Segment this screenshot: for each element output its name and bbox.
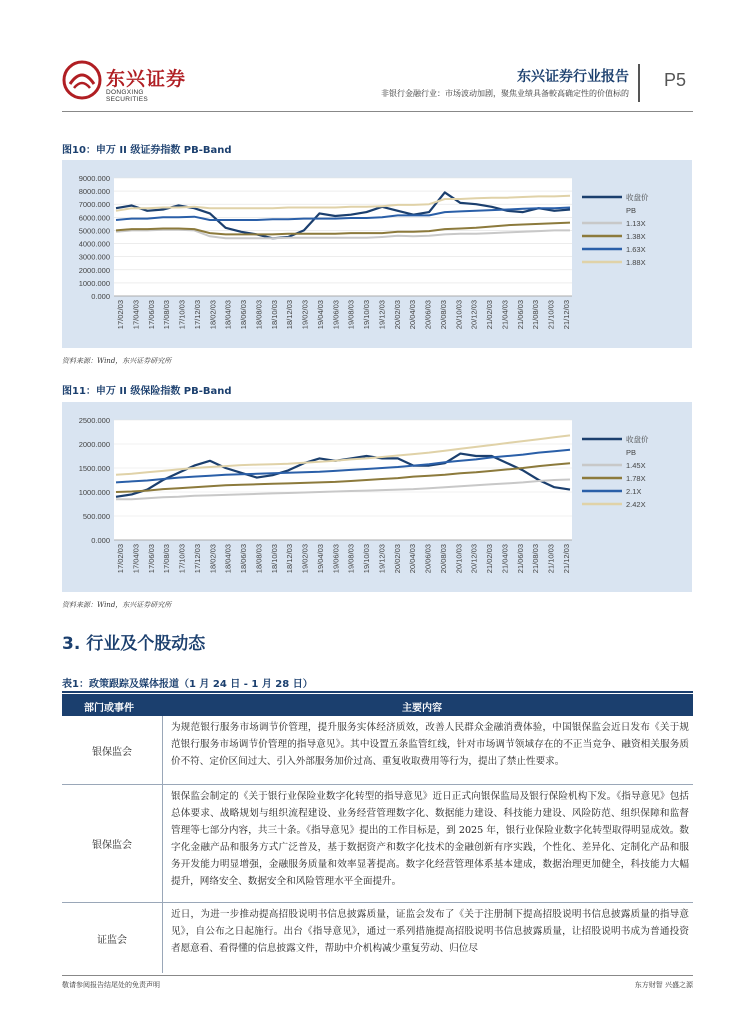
y-tick-label: 5000.000 (78, 226, 110, 236)
section-title: 3. 行业及个股动态 (62, 634, 206, 654)
x-tick-label: 18/04/03 (223, 300, 233, 330)
y-tick-label: 0.000 (91, 536, 110, 545)
report-subtitle: 非银行金融行业：市场波动加剧，聚焦业绩具备較高确定性的价值标的 (381, 89, 629, 98)
y-tick-label: 8000.000 (78, 187, 110, 197)
table-cell-content: 近日，为进一步推动提高招股说明书信息披露质量，证监会发布了《关于注册制下提高招股说明书信息披露质量的指导意见》，自公布之日起施行。出台《指导意见》，通过一系列措施提高招股说明书信息披露质量，让招股说明书成为普通投资者愿意看、看得懂的信息披露文件，帮助中介机构减少重复劳动、归位尽 (162, 903, 693, 973)
footer-rule (62, 975, 693, 976)
table-cell-content: 为规范银行服务市场调节价管理，提升服务实体经济质效，改善人民群众金融消费体验，中国银保监会近日发布《关于规范银行服务市场调节价管理的指导意见》。其中设置五条监管红线，针对市场调节领域存在的不正当竞争、融资相关服务质价不符、定价区间过大、引入外部服务加价过高、重复收取费用等行为，提出了禁止性要求。 (162, 716, 693, 784)
logo-mark-icon (62, 60, 102, 100)
x-tick-label: 21/12/03 (562, 544, 571, 574)
table-cell-content: 银保监会制定的《关于银行业保险业数字化转型的指导意见》近日正式向银保监局及银行保险机构下发。《指导意见》包括总体要求、战略规划与组织流程建设、业务经营管理数字化、数据能力建设、科技能力建设、风险防范、组织保障和监督管理等七部分内容，共三十条。《指导意见》提出的工作目标是，到 2025 年，银行业保险业数字化转型取得明显成效。数字化金融产品和服务方式广泛普及，基于数据资产和数字化技术的金融创新有序实践，个性化、差异化、定制化产品和服务开发能力明显增强，金融服务质量和效率显著提高。数字化经营管理体系基本建成，数据治理更加健全，科技能力大幅提升，网络安全、数据安全和风险管理水平全面提升。 (162, 785, 693, 902)
table-cell-dept: 银保监会 (92, 840, 132, 851)
legend-label: 1.13X (626, 219, 646, 228)
x-tick-label: 17/06/03 (146, 300, 156, 330)
x-tick-label: 19/02/03 (300, 544, 310, 574)
y-tick-label: 2000.000 (78, 265, 110, 275)
x-tick-label: 18/04/03 (223, 544, 233, 574)
y-tick-label: 0.000 (91, 292, 110, 301)
x-tick-label: 20/02/03 (392, 300, 402, 330)
x-tick-label: 21/04/03 (500, 544, 510, 574)
figure10-chart (62, 160, 692, 348)
table-top-rule (62, 691, 693, 693)
plot-area (114, 420, 572, 540)
legend-label: 1.45X (626, 461, 646, 470)
y-tick-label: 6000.000 (78, 213, 110, 223)
x-tick-label: 20/10/03 (454, 544, 464, 574)
x-tick-label: 20/04/03 (408, 544, 418, 574)
x-tick-label: 21/06/03 (515, 300, 525, 330)
x-tick-label: 17/08/03 (162, 544, 172, 574)
x-tick-label: 18/12/03 (285, 544, 295, 574)
x-tick-label: 20/10/03 (454, 300, 464, 330)
x-tick-label: 18/12/03 (285, 300, 295, 330)
table-header-dept: 部门或事件 (84, 703, 134, 714)
y-tick-label: 9000.000 (78, 174, 110, 183)
y-tick-label: 500.000 (82, 512, 110, 521)
header-rule (62, 111, 693, 112)
page-number: P5 (664, 70, 687, 90)
figure11-chart (62, 402, 692, 592)
x-tick-label: 18/06/03 (239, 300, 249, 330)
figure10-svg (62, 160, 692, 348)
x-tick-label: 20/02/03 (392, 544, 402, 574)
x-tick-label: 17/10/03 (177, 544, 187, 574)
table-row (62, 716, 693, 785)
x-tick-label: 21/08/03 (531, 300, 541, 330)
legend-label: 1.88X (626, 258, 646, 267)
y-tick-label: 7000.000 (78, 200, 110, 210)
table-cell-dept: 证监会 (97, 934, 127, 946)
report-title: 东兴证券行业报告 (517, 69, 629, 85)
footer-disclaimer: 敬请参阅报告结尾处的免责声明 (62, 981, 160, 989)
x-tick-label: 21/10/03 (546, 300, 556, 330)
x-tick-label: 21/04/03 (500, 300, 510, 330)
x-tick-label: 21/02/03 (485, 300, 495, 330)
legend-label: 2.1X (626, 487, 642, 496)
legend-label: 1.38X (626, 232, 646, 241)
figure11-source: 资料来源：Wind，东兴证券研究所 (62, 601, 172, 609)
x-tick-label: 18/10/03 (269, 300, 279, 330)
legend-label: PB (626, 206, 637, 215)
x-tick-label: 19/08/03 (346, 544, 356, 574)
x-tick-label: 20/06/03 (423, 544, 433, 574)
x-tick-label: 19/12/03 (377, 300, 387, 330)
x-tick-label: 18/02/03 (208, 300, 218, 330)
x-tick-label: 19/10/03 (362, 544, 372, 574)
x-tick-label: 17/02/03 (116, 300, 125, 330)
y-tick-label: 2000.000 (78, 440, 110, 449)
x-tick-label: 21/08/03 (531, 544, 541, 574)
legend-label: 1.78X (626, 474, 646, 483)
legend-label: 收盘价 (626, 193, 649, 202)
x-tick-label: 18/08/03 (254, 544, 264, 574)
table-row (62, 903, 693, 973)
x-tick-label: 19/02/03 (300, 300, 310, 330)
logo-text-cn: 东兴证券 (106, 68, 187, 90)
table-title: 表1：政策跟踪及媒体报道（1 月 24 日 - 1 月 28 日） (62, 679, 313, 690)
legend-label: 收盘价 (626, 435, 649, 444)
logo-text-en: DONGXING SECURITIES (106, 89, 149, 103)
x-tick-label: 20/04/03 (408, 300, 418, 330)
y-tick-label: 3000.000 (78, 252, 110, 262)
x-tick-label: 19/10/03 (362, 300, 372, 330)
x-tick-label: 19/06/03 (331, 544, 341, 574)
figure10-title: 图10：申万 II 级证券指数 PB-Band (62, 145, 232, 156)
y-tick-label: 1000.000 (78, 488, 110, 497)
header-divider (638, 64, 640, 102)
x-tick-label: 20/12/03 (469, 300, 479, 330)
x-tick-label: 21/06/03 (515, 544, 525, 574)
legend-label: 2.42X (626, 500, 646, 509)
x-tick-label: 17/08/03 (162, 300, 172, 330)
y-tick-label: 4000.000 (78, 239, 110, 249)
x-tick-label: 20/08/03 (438, 544, 448, 574)
figure11-svg (62, 402, 692, 592)
table-header (62, 694, 693, 716)
x-tick-label: 18/08/03 (254, 300, 264, 330)
x-tick-label: 19/04/03 (315, 544, 325, 574)
x-tick-label: 21/10/03 (546, 544, 556, 574)
y-tick-label: 1500.000 (78, 464, 110, 473)
x-tick-label: 18/02/03 (208, 544, 218, 574)
table-header-content: 主要内容 (402, 703, 442, 714)
figure10-source: 资料来源：Wind，东兴证券研究所 (62, 357, 172, 365)
y-tick-label: 1000.000 (78, 278, 110, 288)
x-tick-label: 21/12/03 (562, 300, 571, 330)
x-tick-label: 19/04/03 (315, 300, 325, 330)
y-tick-label: 2500.000 (78, 416, 110, 425)
x-tick-label: 20/12/03 (469, 544, 479, 574)
x-tick-label: 17/06/03 (146, 544, 156, 574)
x-tick-label: 17/02/03 (116, 544, 125, 574)
x-tick-label: 19/12/03 (377, 544, 387, 574)
x-tick-label: 20/08/03 (438, 300, 448, 330)
x-tick-label: 21/02/03 (485, 544, 495, 574)
footer-slogan: 东方财智 兴盛之源 (634, 981, 693, 989)
legend-label: 1.63X (626, 245, 646, 254)
x-tick-label: 20/06/03 (423, 300, 433, 330)
x-tick-label: 18/10/03 (269, 544, 279, 574)
x-tick-label: 18/06/03 (239, 544, 249, 574)
x-tick-label: 17/10/03 (177, 300, 187, 330)
company-logo (62, 60, 187, 106)
table-cell-dept: 银保监会 (92, 746, 132, 758)
x-tick-label: 19/08/03 (346, 300, 356, 330)
x-tick-label: 17/12/03 (192, 300, 202, 330)
figure11-title: 图11：申万 II 级保险指数 PB-Band (62, 386, 232, 397)
x-tick-label: 17/04/03 (131, 300, 141, 330)
x-tick-label: 19/06/03 (331, 300, 341, 330)
x-tick-label: 17/04/03 (131, 544, 141, 574)
x-tick-label: 17/12/03 (192, 544, 202, 574)
table-row (62, 785, 693, 903)
legend-label: PB (626, 448, 637, 457)
